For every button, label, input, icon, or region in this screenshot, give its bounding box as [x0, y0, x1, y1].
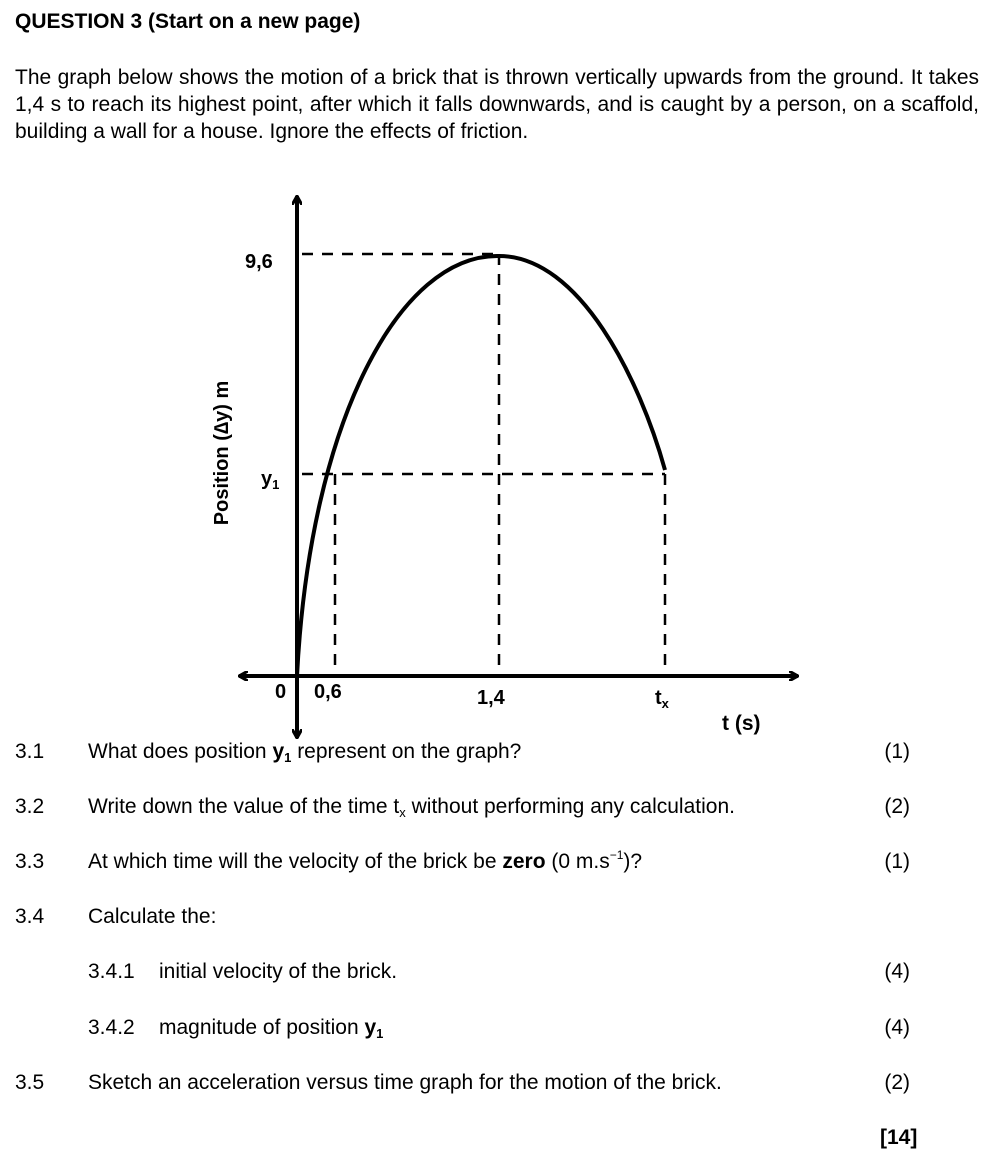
- question-number: 3.1: [15, 740, 45, 763]
- y-tick-label-y1: $y_1$: [261, 468, 280, 492]
- question-text: What does position $y_1$ represent on the graph?: [88, 740, 522, 765]
- y-axis-label: Position (∆y) m: [211, 380, 233, 526]
- intro-paragraph: The graph below shows the motion of a brick that is thrown vertically upwards from the ground. It takes 1,4 s to reach its highest point, after which it falls downwards, and is caught by a person, on a scaffold, building a wall for a house. Ignore the effects of friction.: [15, 66, 979, 143]
- question-marks: (1): [884, 850, 910, 873]
- question-heading: QUESTION 3 (Start on a new page): [15, 10, 361, 33]
- question-number: 3.3: [15, 850, 45, 873]
- x-tick-label-tx: $t_x$: [655, 687, 669, 711]
- question-number: 3.2: [15, 795, 45, 818]
- position-curve: [297, 256, 665, 676]
- x-tick-label-origin: 0: [275, 681, 287, 703]
- question-text: magnitude of position $y_1$: [159, 1016, 384, 1041]
- question-marks: (2): [884, 795, 910, 818]
- total-marks: [14]: [880, 1126, 918, 1149]
- question-text: initial velocity of the brick.: [159, 960, 398, 983]
- question-text: Sketch an acceleration versus time graph for the motion of the brick.: [88, 1071, 722, 1094]
- question-marks: (1): [884, 740, 910, 763]
- question-marks: (2): [884, 1071, 910, 1094]
- x-axis-label: t (s): [722, 712, 761, 735]
- question-number: 3.5: [15, 1071, 45, 1094]
- y-tick-label-max: 9,6: [245, 251, 273, 273]
- question-text: Write down the value of the time $t_x$ without performing any calculation.: [88, 795, 735, 820]
- x-tick-label-06: 0,6: [314, 681, 342, 703]
- question-marks: (4): [884, 1016, 910, 1039]
- question-number: 3.4.2: [88, 1016, 135, 1039]
- question-text: Calculate the:: [88, 905, 217, 928]
- question-number: 3.4.1: [88, 960, 135, 983]
- question-text: At which time will the velocity of the brick be zero (0 $m.s^{-1}$)?: [88, 848, 643, 873]
- question-marks: (4): [884, 960, 910, 983]
- x-tick-label-14: 1,4: [477, 687, 505, 709]
- question-number: 3.4: [15, 905, 45, 928]
